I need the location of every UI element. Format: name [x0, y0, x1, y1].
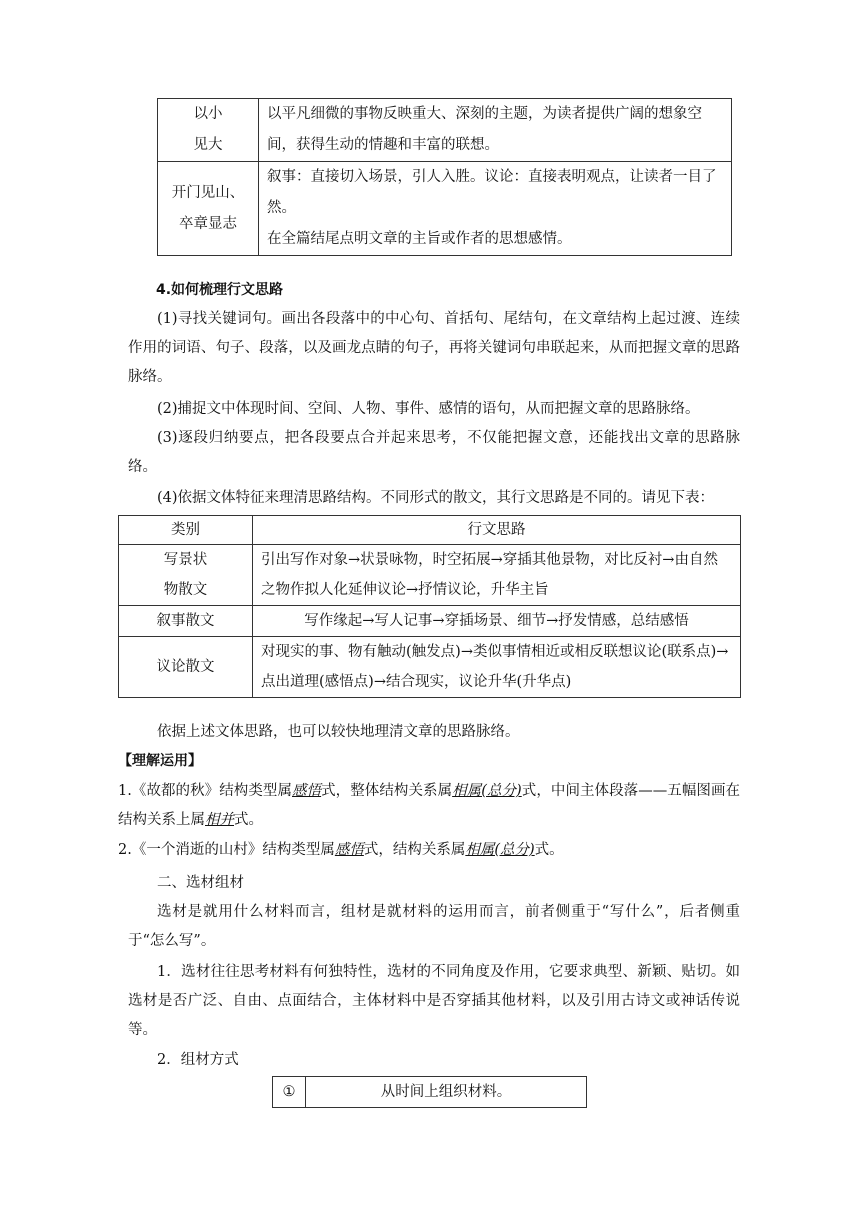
column-header: 行文思路	[253, 516, 741, 545]
text-span: 式，中间主体段落——五幅图画在结构关系上属	[118, 783, 740, 828]
table-row	[119, 637, 741, 698]
exercise-2	[118, 836, 740, 865]
section-heading: 二、选材组材	[157, 875, 244, 891]
table-content-cell	[259, 162, 732, 256]
material-organization-table	[272, 1076, 587, 1108]
section-heading: 【理解运用】	[118, 753, 202, 769]
table-row	[119, 606, 741, 637]
paragraph: 2．组材方式	[157, 1052, 239, 1068]
table-label-cell: 议论散文	[119, 637, 253, 698]
column-header: 类别	[119, 516, 253, 545]
paragraph: (1)寻找关键词句。画出各段落中的中心句、首括句、尾结句，在文章结构上起过渡、连续作用的词语、句子、段落，以及画龙点睛的句子，再将关键词句串联起来，从而把握文章的思路脉络。	[128, 311, 740, 385]
paragraph: 依据上述文体思路，也可以较快地理清文章的思路脉络。	[157, 724, 520, 740]
text-span: 式，整体结构关系属	[321, 783, 453, 799]
table-content-cell: 引出写作对象→状景咏物，时空拓展→穿插其他景物，对比反衬→由自然之物作拟人化延伸议论→抒情议论，升华主旨	[253, 545, 741, 606]
table-content-cell: 从时间上组织材料。	[306, 1077, 587, 1108]
table-label-cell	[158, 162, 259, 256]
label-line: 见大	[193, 137, 223, 153]
paragraph: (3)逐段归纳要点，把各段要点合并起来思考，不仅能把握文意，还能找出文章的思路脉络。	[128, 430, 740, 475]
text-span: 1.《故都的秋》结构类型属	[118, 783, 292, 799]
answer-underline: 相属(总分)	[465, 842, 535, 858]
table-row	[119, 545, 741, 606]
essay-structure-table	[118, 515, 741, 698]
content-line: 叙事：直接切入场景，引人入胜。议论：直接表明观点，让读者一目了然。	[267, 169, 717, 216]
answer-underline: 感悟	[292, 783, 322, 799]
exercise-1	[118, 777, 740, 835]
label-line: 开门见山、	[171, 184, 245, 201]
text-span: 2.《一个消逝的山村》结构类型属	[118, 842, 335, 858]
row-number: ①	[273, 1077, 306, 1108]
text-span: 式，结构关系属	[363, 842, 466, 858]
section-heading: 4.如何梳理行文思路	[156, 282, 284, 298]
paragraph: 选材是就用什么材料而言，组材是就材料的运用而言，前者侧重于“写什么”，后者侧重于“怎么写”。	[128, 904, 740, 949]
paragraph: (4)依据文体特征来理清思路结构。不同形式的散文，其行文思路是不同的。请见下表：	[157, 490, 715, 506]
table-row	[158, 99, 732, 162]
label-line: 物散文	[163, 582, 208, 598]
table-content-cell: 以平凡细微的事物反映重大、深刻的主题，为读者提供广阔的想象空间，获得生动的情趣和丰富的联想。	[259, 99, 732, 162]
table-content-cell: 写作缘起→写人记事→穿插场景、细节→抒发情感，总结感悟	[253, 606, 741, 637]
table-label-cell: 叙事散文	[119, 606, 253, 637]
text-span: 式。	[234, 812, 263, 828]
label-line: 卒章显志	[179, 215, 237, 232]
label-line: 写景状	[163, 552, 208, 568]
paragraph: 1．选材往往思考材料有何独特性，选材的不同角度及作用，它要求典型、新颖、贴切。如选材是否广泛、自由、点面结合，主体材料中是否穿插其他材料，以及引用古诗文或神话传说等。	[128, 964, 740, 1038]
table-header-row	[119, 516, 741, 545]
text-span: 式。	[534, 842, 564, 858]
answer-underline: 相属(总分)	[452, 783, 522, 799]
table-row	[273, 1077, 587, 1108]
answer-underline: 感悟	[334, 842, 364, 858]
table-label-cell	[158, 99, 259, 162]
table-row	[158, 162, 732, 256]
content-line: 在全篇结尾点明文章的主旨或作者的思想感情。	[267, 231, 572, 247]
label-line: 以小	[193, 106, 223, 122]
technique-table	[157, 98, 732, 256]
paragraph: (2)捕捉文中体现时间、空间、人物、事件、感情的语句，从而把握文章的思路脉络。	[157, 401, 700, 417]
table-label-cell	[119, 545, 253, 606]
answer-underline: 相并	[205, 812, 234, 828]
table-content-cell: 对现实的事、物有触动(触发点)→类似事情相近或相反联想议论(联系点)→点出道理(感悟点)→结合现实，议论升华(升华点)	[253, 637, 741, 698]
